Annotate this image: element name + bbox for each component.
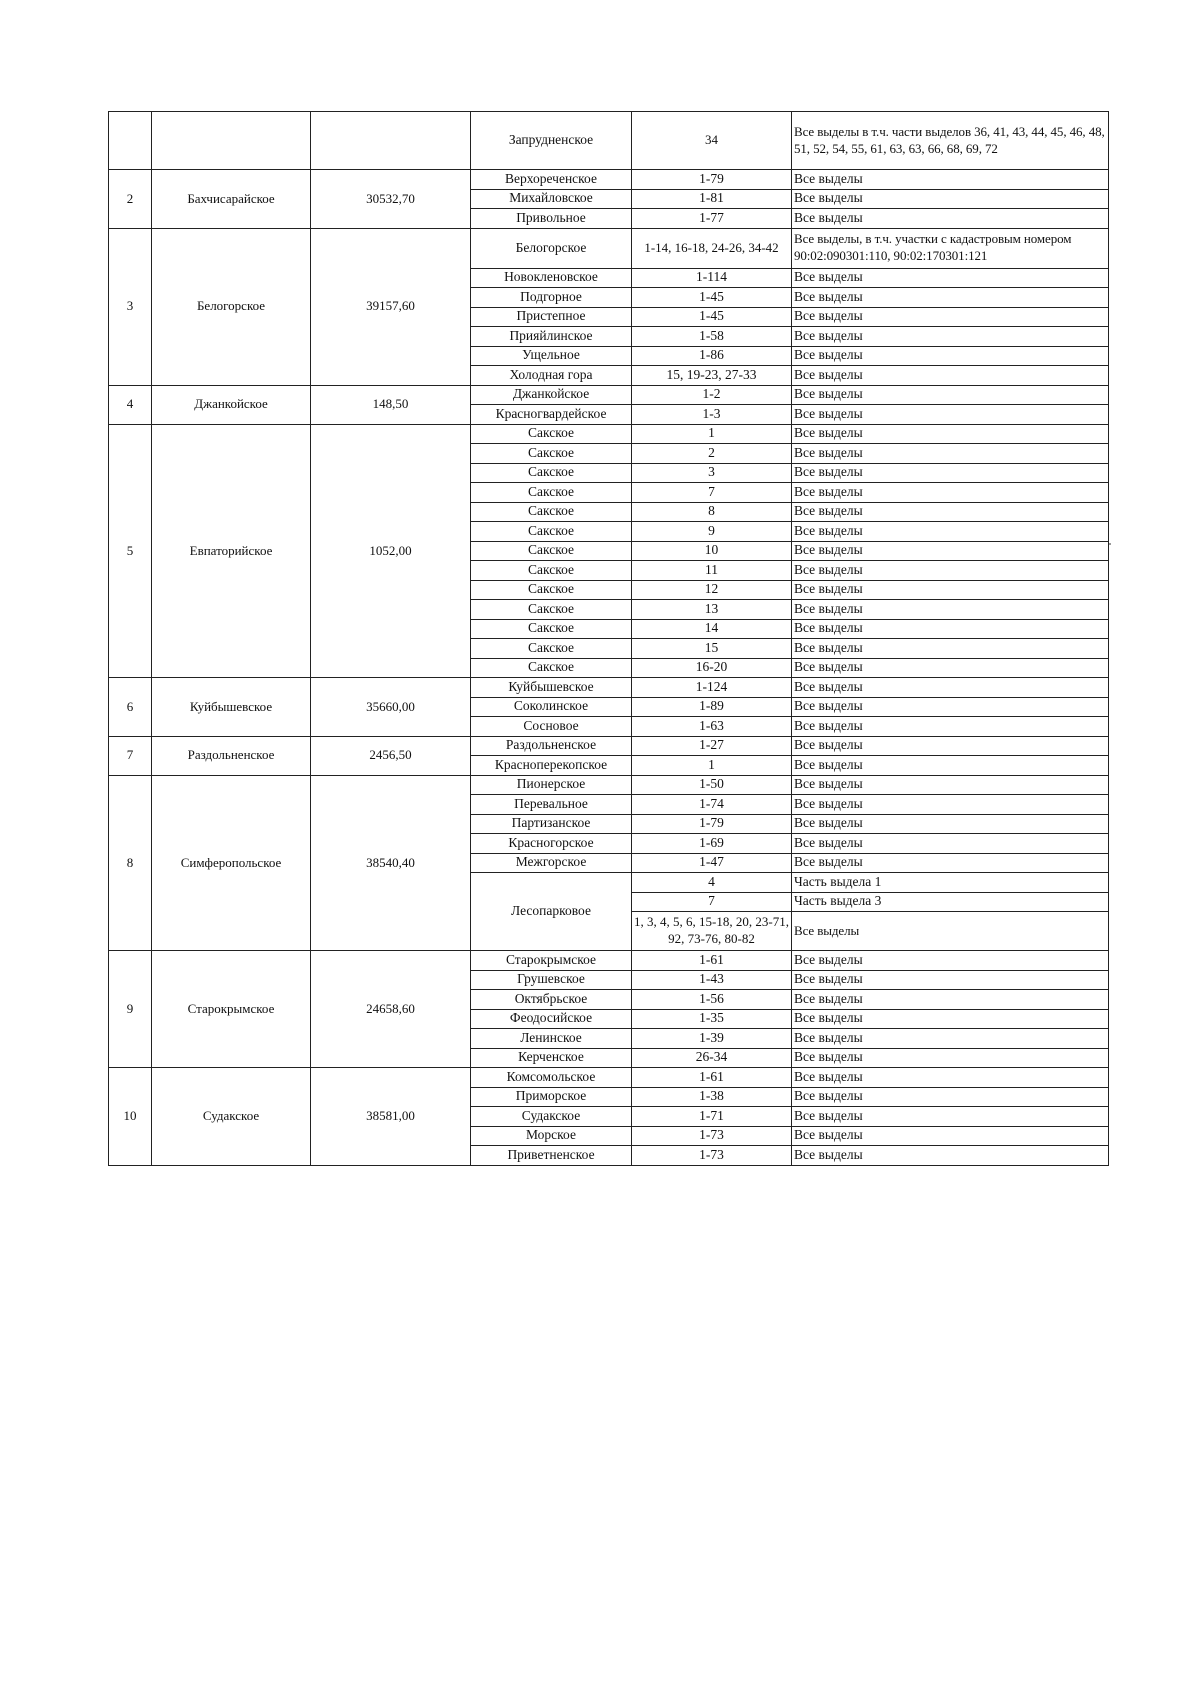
forestry-row bbox=[471, 288, 1109, 308]
forestry-name: Сакское bbox=[471, 444, 632, 464]
plot-note: Все выделы bbox=[792, 990, 1109, 1010]
district-row bbox=[109, 775, 471, 951]
forestry-row bbox=[471, 678, 1109, 698]
quarter-numbers: 1-114 bbox=[632, 268, 792, 288]
quarter-numbers: 1-47 bbox=[632, 853, 792, 873]
forestry-row bbox=[471, 580, 1109, 600]
quarter-numbers: 1-81 bbox=[632, 189, 792, 209]
district-area: 24658,60 bbox=[311, 951, 471, 1068]
forestry-row bbox=[471, 619, 1109, 639]
district-number bbox=[109, 112, 152, 170]
district-area: 39157,60 bbox=[311, 228, 471, 385]
forestry-row bbox=[471, 951, 1109, 971]
district-row bbox=[109, 170, 471, 229]
forestry-name: Феодосийское bbox=[471, 1009, 632, 1029]
forestries-table-body bbox=[471, 112, 1109, 1166]
forestry-row bbox=[471, 1068, 1109, 1088]
forestry-row bbox=[471, 483, 1109, 503]
forestry-row bbox=[471, 795, 1109, 815]
district-number: 8 bbox=[109, 775, 152, 951]
forestry-name: Перевальное bbox=[471, 795, 632, 815]
forestry-row bbox=[471, 697, 1109, 717]
quarter-numbers: 1-38 bbox=[632, 1087, 792, 1107]
district-name: Евпаторийское bbox=[152, 424, 311, 678]
district-number: 10 bbox=[109, 1068, 152, 1166]
quarter-numbers: 7 bbox=[632, 892, 792, 912]
forestry-row bbox=[471, 1009, 1109, 1029]
quarter-numbers: 1-35 bbox=[632, 1009, 792, 1029]
forestry-row bbox=[471, 1087, 1109, 1107]
district-row bbox=[109, 112, 471, 170]
district-area: 30532,70 bbox=[311, 170, 471, 229]
plot-note: Все выделы bbox=[792, 580, 1109, 600]
districts-table bbox=[108, 111, 471, 1166]
plot-note: Все выделы bbox=[792, 795, 1109, 815]
forestry-name: Раздольненское bbox=[471, 736, 632, 756]
forestry-name: Ущельное bbox=[471, 346, 632, 366]
forestry-name: Сакское bbox=[471, 619, 632, 639]
quarter-numbers: 4 bbox=[632, 873, 792, 893]
quarter-numbers: 1-74 bbox=[632, 795, 792, 815]
forestry-row bbox=[471, 658, 1109, 678]
plot-note: Все выделы bbox=[792, 951, 1109, 971]
forestry-name: Сакское bbox=[471, 463, 632, 483]
quarter-numbers: 1-61 bbox=[632, 1068, 792, 1088]
quarter-numbers: 10 bbox=[632, 541, 792, 561]
plot-note: Все выделы в т.ч. части выделов 36, 41, 43, 44, 45, 46, 48, 51, 52, 54, 55, 61, 63, 63, 66, 68, 69, 72 bbox=[792, 112, 1109, 170]
forestry-name: Сакское bbox=[471, 502, 632, 522]
quarter-numbers: 1-3 bbox=[632, 405, 792, 425]
forestry-row bbox=[471, 189, 1109, 209]
forestry-name: Сакское bbox=[471, 600, 632, 620]
plot-note: Все выделы bbox=[792, 561, 1109, 581]
plot-note: Все выделы, в т.ч. участки с кадастровым номером 90:02:090301:110, 90:02:170301:121 bbox=[792, 228, 1109, 268]
plot-note: Часть выдела 3 bbox=[792, 892, 1109, 912]
forestry-name: Красногвардейское bbox=[471, 405, 632, 425]
forestry-name: Красногорское bbox=[471, 834, 632, 854]
forestry-row bbox=[471, 1107, 1109, 1127]
district-row bbox=[109, 424, 471, 678]
plot-note: Все выделы bbox=[792, 385, 1109, 405]
forestry-row bbox=[471, 385, 1109, 405]
district-row bbox=[109, 951, 471, 1068]
plot-note: Все выделы bbox=[792, 366, 1109, 386]
plot-note: Все выделы bbox=[792, 541, 1109, 561]
plot-note: Все выделы bbox=[792, 463, 1109, 483]
district-name: Симферопольское bbox=[152, 775, 311, 951]
plot-note: Все выделы bbox=[792, 619, 1109, 639]
forestry-name: Джанкойское bbox=[471, 385, 632, 405]
plot-note: Все выделы bbox=[792, 444, 1109, 464]
forestry-row bbox=[471, 775, 1109, 795]
forestry-row bbox=[471, 600, 1109, 620]
forestry-name: Верхореченское bbox=[471, 170, 632, 190]
scan-speck bbox=[1109, 543, 1111, 545]
forestry-row bbox=[471, 444, 1109, 464]
plot-note: Все выделы bbox=[792, 717, 1109, 737]
forestry-name: Сакское bbox=[471, 483, 632, 503]
forestry-row bbox=[471, 1029, 1109, 1049]
district-row bbox=[109, 736, 471, 775]
district-area bbox=[311, 112, 471, 170]
forestry-name: Морское bbox=[471, 1126, 632, 1146]
forestry-name: Красноперекопское bbox=[471, 756, 632, 776]
plot-note: Все выделы bbox=[792, 405, 1109, 425]
forestry-row bbox=[471, 814, 1109, 834]
plot-note: Все выделы bbox=[792, 736, 1109, 756]
plot-note: Все выделы bbox=[792, 1126, 1109, 1146]
forestry-row bbox=[471, 717, 1109, 737]
quarter-numbers: 1-27 bbox=[632, 736, 792, 756]
quarter-numbers: 13 bbox=[632, 600, 792, 620]
forestry-name: Сакское bbox=[471, 522, 632, 542]
forestry-row bbox=[471, 853, 1109, 873]
plot-note: Все выделы bbox=[792, 483, 1109, 503]
forestry-name: Соколинское bbox=[471, 697, 632, 717]
quarter-numbers: 1-77 bbox=[632, 209, 792, 229]
district-number: 2 bbox=[109, 170, 152, 229]
forestry-row bbox=[471, 502, 1109, 522]
district-name: Белогорское bbox=[152, 228, 311, 385]
forestry-row bbox=[471, 522, 1109, 542]
forestry-row bbox=[471, 366, 1109, 386]
forestry-row bbox=[471, 307, 1109, 327]
forestry-row bbox=[471, 112, 1109, 170]
forestry-name: Михайловское bbox=[471, 189, 632, 209]
plot-note: Все выделы bbox=[792, 697, 1109, 717]
forestry-row bbox=[471, 990, 1109, 1010]
forestry-row bbox=[471, 405, 1109, 425]
quarter-numbers: 1-56 bbox=[632, 990, 792, 1010]
quarter-numbers: 1-50 bbox=[632, 775, 792, 795]
plot-note: Все выделы bbox=[792, 1087, 1109, 1107]
forestry-name: Партизанское bbox=[471, 814, 632, 834]
plot-note: Все выделы bbox=[792, 639, 1109, 659]
plot-note: Все выделы bbox=[792, 327, 1109, 347]
forestry-name: Межгорское bbox=[471, 853, 632, 873]
forestries-table bbox=[470, 111, 1109, 1166]
forestry-name: Сакское bbox=[471, 658, 632, 678]
plot-note: Все выделы bbox=[792, 268, 1109, 288]
forestry-row bbox=[471, 424, 1109, 444]
quarter-numbers: 1-63 bbox=[632, 717, 792, 737]
district-area: 38581,00 bbox=[311, 1068, 471, 1166]
forestry-name: Запрудненское bbox=[471, 112, 632, 170]
forestry-name: Сакское bbox=[471, 639, 632, 659]
forestry-name: Грушевское bbox=[471, 970, 632, 990]
plot-note: Все выделы bbox=[792, 1029, 1109, 1049]
plot-note: Все выделы bbox=[792, 775, 1109, 795]
plot-note: Все выделы bbox=[792, 756, 1109, 776]
district-name: Судакское bbox=[152, 1068, 311, 1166]
plot-note: Все выделы bbox=[792, 1146, 1109, 1166]
district-row bbox=[109, 385, 471, 424]
quarter-numbers: 11 bbox=[632, 561, 792, 581]
quarter-numbers: 8 bbox=[632, 502, 792, 522]
district-area: 1052,00 bbox=[311, 424, 471, 678]
forestry-name: Сакское bbox=[471, 580, 632, 600]
district-number: 3 bbox=[109, 228, 152, 385]
plot-note: Все выделы bbox=[792, 814, 1109, 834]
forestry-row bbox=[471, 268, 1109, 288]
district-row bbox=[109, 678, 471, 737]
forestry-name: Подгорное bbox=[471, 288, 632, 308]
district-area: 38540,40 bbox=[311, 775, 471, 951]
plot-note: Все выделы bbox=[792, 209, 1109, 229]
forestry-name: Новокленовское bbox=[471, 268, 632, 288]
forestry-name: Лесопарковое bbox=[471, 873, 632, 951]
quarter-numbers: 1-71 bbox=[632, 1107, 792, 1127]
district-name: Раздольненское bbox=[152, 736, 311, 775]
forestry-row bbox=[471, 1126, 1109, 1146]
quarter-numbers: 1-89 bbox=[632, 697, 792, 717]
forestry-row bbox=[471, 327, 1109, 347]
quarter-numbers: 1 bbox=[632, 756, 792, 776]
forestry-row bbox=[471, 1048, 1109, 1068]
quarter-numbers: 1-69 bbox=[632, 834, 792, 854]
district-area: 2456,50 bbox=[311, 736, 471, 775]
forestry-row bbox=[471, 463, 1109, 483]
quarter-numbers: 9 bbox=[632, 522, 792, 542]
district-number: 9 bbox=[109, 951, 152, 1068]
plot-note: Все выделы bbox=[792, 502, 1109, 522]
forestry-name: Пионерское bbox=[471, 775, 632, 795]
forestry-row bbox=[471, 228, 1109, 268]
forestry-row bbox=[471, 170, 1109, 190]
plot-note: Все выделы bbox=[792, 1009, 1109, 1029]
quarter-numbers: 1-73 bbox=[632, 1126, 792, 1146]
forestry-name: Сакское bbox=[471, 541, 632, 561]
district-name bbox=[152, 112, 311, 170]
forestry-name: Белогорское bbox=[471, 228, 632, 268]
district-name: Куйбышевское bbox=[152, 678, 311, 737]
forestry-row bbox=[471, 970, 1109, 990]
quarter-numbers: 15, 19-23, 27-33 bbox=[632, 366, 792, 386]
forestry-name: Сакское bbox=[471, 561, 632, 581]
forestry-name: Приветненское bbox=[471, 1146, 632, 1166]
district-number: 5 bbox=[109, 424, 152, 678]
district-number: 7 bbox=[109, 736, 152, 775]
forestry-row bbox=[471, 834, 1109, 854]
district-row bbox=[109, 228, 471, 385]
forestry-row bbox=[471, 541, 1109, 561]
plot-note: Все выделы bbox=[792, 1107, 1109, 1127]
forestry-name: Холодная гора bbox=[471, 366, 632, 386]
forestry-name: Куйбышевское bbox=[471, 678, 632, 698]
district-name: Джанкойское bbox=[152, 385, 311, 424]
quarter-numbers: 1-39 bbox=[632, 1029, 792, 1049]
forestry-row bbox=[471, 873, 1109, 893]
districts-table-body bbox=[109, 112, 471, 1166]
plot-note: Все выделы bbox=[792, 834, 1109, 854]
plot-note: Все выделы bbox=[792, 1048, 1109, 1068]
forestry-name: Приморское bbox=[471, 1087, 632, 1107]
forestry-name: Керченское bbox=[471, 1048, 632, 1068]
plot-note: Все выделы bbox=[792, 853, 1109, 873]
forestry-name: Ленинское bbox=[471, 1029, 632, 1049]
district-number: 6 bbox=[109, 678, 152, 737]
forestry-row bbox=[471, 1146, 1109, 1166]
district-name: Бахчисарайское bbox=[152, 170, 311, 229]
plot-note: Все выделы bbox=[792, 307, 1109, 327]
forestry-name: Прияйлинское bbox=[471, 327, 632, 347]
quarter-numbers: 15 bbox=[632, 639, 792, 659]
forestry-name: Старокрымское bbox=[471, 951, 632, 971]
quarter-numbers: 1-79 bbox=[632, 170, 792, 190]
plot-note: Все выделы bbox=[792, 522, 1109, 542]
quarter-numbers: 1-45 bbox=[632, 288, 792, 308]
district-name: Старокрымское bbox=[152, 951, 311, 1068]
forestry-row bbox=[471, 209, 1109, 229]
forestry-row bbox=[471, 756, 1109, 776]
plot-note: Все выделы bbox=[792, 1068, 1109, 1088]
quarter-numbers: 16-20 bbox=[632, 658, 792, 678]
plot-note: Все выделы bbox=[792, 288, 1109, 308]
plot-note: Все выделы bbox=[792, 600, 1109, 620]
quarter-numbers: 34 bbox=[632, 112, 792, 170]
quarter-numbers: 1 bbox=[632, 424, 792, 444]
quarter-numbers: 1-58 bbox=[632, 327, 792, 347]
quarter-numbers: 1-79 bbox=[632, 814, 792, 834]
district-number: 4 bbox=[109, 385, 152, 424]
plot-note: Все выделы bbox=[792, 424, 1109, 444]
quarter-numbers: 12 bbox=[632, 580, 792, 600]
quarter-numbers: 2 bbox=[632, 444, 792, 464]
quarter-numbers: 3 bbox=[632, 463, 792, 483]
forestry-name: Сакское bbox=[471, 424, 632, 444]
forestry-name: Сосновое bbox=[471, 717, 632, 737]
plot-note: Все выделы bbox=[792, 170, 1109, 190]
plot-note: Все выделы bbox=[792, 678, 1109, 698]
quarter-numbers: 1-86 bbox=[632, 346, 792, 366]
forestry-row bbox=[471, 639, 1109, 659]
plot-note: Часть выдела 1 bbox=[792, 873, 1109, 893]
plot-note: Все выделы bbox=[792, 970, 1109, 990]
district-area: 148,50 bbox=[311, 385, 471, 424]
forestry-row bbox=[471, 736, 1109, 756]
plot-note: Все выделы bbox=[792, 189, 1109, 209]
quarter-numbers: 1-61 bbox=[632, 951, 792, 971]
quarter-numbers: 7 bbox=[632, 483, 792, 503]
quarter-numbers: 1-43 bbox=[632, 970, 792, 990]
plot-note: Все выделы bbox=[792, 912, 1109, 951]
quarter-numbers: 26-34 bbox=[632, 1048, 792, 1068]
forestry-name: Судакское bbox=[471, 1107, 632, 1127]
district-row bbox=[109, 1068, 471, 1166]
forestry-name: Пристепное bbox=[471, 307, 632, 327]
quarter-numbers: 1, 3, 4, 5, 6, 15-18, 20, 23-71, 92, 73-76, 80-82 bbox=[632, 912, 792, 951]
plot-note: Все выделы bbox=[792, 658, 1109, 678]
quarter-numbers: 1-14, 16-18, 24-26, 34-42 bbox=[632, 228, 792, 268]
forestry-name: Привольное bbox=[471, 209, 632, 229]
quarter-numbers: 1-45 bbox=[632, 307, 792, 327]
forestry-name: Октябрьское bbox=[471, 990, 632, 1010]
quarter-numbers: 14 bbox=[632, 619, 792, 639]
district-area: 35660,00 bbox=[311, 678, 471, 737]
forestry-row bbox=[471, 561, 1109, 581]
forestry-row bbox=[471, 346, 1109, 366]
quarter-numbers: 1-2 bbox=[632, 385, 792, 405]
quarter-numbers: 1-124 bbox=[632, 678, 792, 698]
quarter-numbers: 1-73 bbox=[632, 1146, 792, 1166]
forestry-name: Комсомольское bbox=[471, 1068, 632, 1088]
plot-note: Все выделы bbox=[792, 346, 1109, 366]
